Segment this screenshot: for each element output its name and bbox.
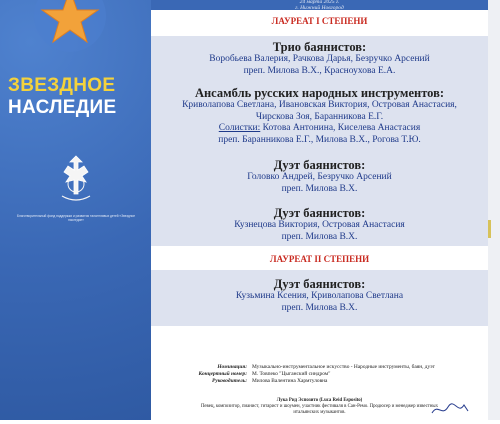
entry-participants: Воробьева Валерия, Рачкова Дарья, Безручко Арсений — [209, 54, 430, 64]
brand-line-2: НАСЛЕДИЕ — [8, 97, 117, 118]
entry-teachers: преп. Милова В.Х. — [281, 183, 358, 194]
nomination-value: Музыкально-инструментальное искусство - Народные инструменты, баян, дуэт — [252, 364, 435, 370]
leader-label: Руководитель: — [212, 378, 247, 384]
sidebar-note: Благотворительный фонд поддержки и развития талантливых детей «Звездное наследие» — [16, 214, 136, 223]
entry-teachers: преп. Милова В.Х. — [281, 231, 358, 242]
entry-duet-1 — [151, 158, 488, 195]
entry-title: Дуэт баянистов: — [273, 277, 366, 291]
entry-teachers: преп. Милова В.Х. — [281, 302, 358, 313]
entry-trio — [151, 40, 488, 77]
entry-soloists — [151, 123, 488, 135]
star-logo-icon — [30, 0, 110, 56]
sidebar-panel — [0, 0, 151, 420]
concert-number-label: Концертный номер: — [198, 371, 247, 377]
jury-description: Певец, композитор, пианист, гитарист и шоумен, участник фестиваля в Сан-Ремо. Продюсер и менеджер известных итальянских музыкантов. — [200, 404, 439, 415]
soloists-label: Солистки: — [218, 123, 261, 133]
nomination-label: Номинация: — [217, 364, 247, 370]
concert-number-value: М. Товпеко "Цыганский синдром" — [252, 371, 331, 377]
entry-participants-2: Чирскова Зоя, Баранникова Е.Г. — [255, 111, 384, 122]
entry-ensemble — [151, 86, 488, 146]
entry-teachers: преп. Милова В.Х., Красноухова Е.А. — [243, 65, 396, 76]
leader-value: Милова Валентина Хармтуловна — [252, 378, 328, 384]
event-city: г. Нижний Новгород — [295, 5, 344, 11]
diploma-main — [151, 0, 488, 420]
entry-title: Дуэт баянистов: — [273, 206, 366, 220]
entry-teachers: преп. Баранникова Е.Г., Милова В.Х., Рогова Т.Ю. — [218, 134, 421, 145]
brand-title — [8, 75, 148, 119]
entry-title: Трио баянистов: — [272, 40, 367, 54]
award-header-1: ЛАУРЕАТ I СТЕПЕНИ — [271, 16, 368, 26]
entry-duet-3 — [151, 277, 488, 314]
entry-participants: Головко Андрей, Безручко Арсений — [247, 172, 392, 182]
entry-duet-2 — [151, 206, 488, 243]
entry-title: Дуэт баянистов: — [273, 158, 366, 172]
coat-of-arms-icon — [48, 150, 104, 206]
award-header-2: ЛАУРЕАТ II СТЕПЕНИ — [269, 254, 370, 264]
brand-line-1: ЗВЕЗДНОЕ — [8, 75, 116, 96]
jury-name: Лука Рид Эспозито (Luca Reid Esposito) — [276, 398, 363, 403]
entry-participants: Кузьмина Ксения, Криволапова Светлана — [235, 291, 404, 301]
signature-icon — [430, 401, 470, 419]
right-border-accent — [488, 220, 491, 238]
right-border — [488, 0, 500, 420]
soloists-names: Котова Антонина, Киселева Анастасия — [260, 123, 421, 133]
event-date: 24 марта 2025 г. — [299, 0, 340, 5]
entry-title: Ансамбль русских народных инструментов: — [194, 86, 445, 100]
entry-participants: Криволапова Светлана, Ивановская Виктория, Островая Анастасия, — [182, 100, 457, 110]
entry-participants: Кузнецова Виктория, Островая Анастасия — [234, 220, 405, 230]
